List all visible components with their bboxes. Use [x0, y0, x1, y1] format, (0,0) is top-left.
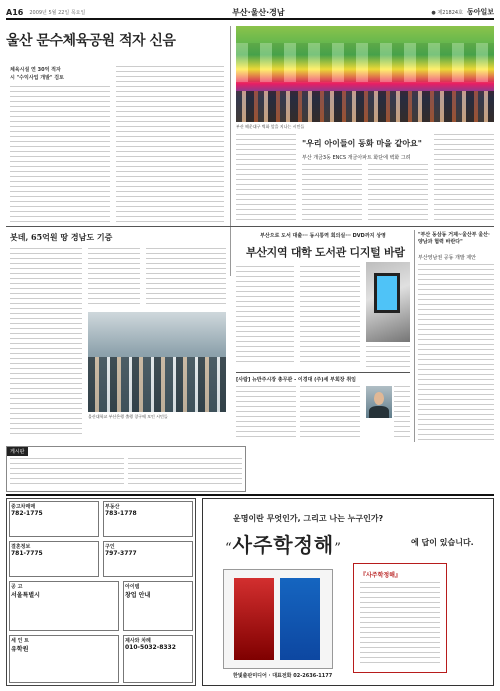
issue-number: ● 제21824호: [431, 9, 463, 16]
right-story-subheadline: 부산영남권 공동 개발 제안: [418, 255, 476, 261]
page-number: A16: [6, 7, 24, 17]
classified-ad[interactable]: 결혼정보 781-7775: [9, 541, 99, 577]
notice-body-col1: [10, 458, 124, 488]
lead-subtitle: [10, 66, 110, 82]
classified-ad[interactable]: 아이템 창업 안내: [123, 581, 193, 631]
left-story-headline: 봇데, 65억원 땅 경남도 기증: [10, 232, 113, 242]
ad-tagline: 운명이란 무엇인가, 그리고 나는 누구인가?: [233, 514, 384, 523]
lead-body-col2: [116, 66, 224, 222]
classified-ad[interactable]: 부동산 783-1778: [103, 501, 193, 537]
lead-headline: 울산 문수체육공원 적자 신음: [6, 33, 176, 49]
lead-body-col1: [10, 86, 110, 222]
page-date: 2009년 5월 22일 목요일: [29, 9, 86, 16]
mural-photo: [236, 26, 494, 122]
classified-ad[interactable]: 세 인 트 유학원: [9, 635, 119, 683]
column-divider: [230, 26, 231, 276]
laptop-photo: [366, 262, 410, 342]
station-photo-caption: 울산대학교 부산은행 출행 창구에 모인 시민들: [88, 414, 168, 419]
right-story-body: [418, 264, 494, 440]
ad-description-box: [353, 563, 447, 673]
classified-ad[interactable]: 제사와 차례 010-5032-8332: [123, 635, 193, 683]
story3-body-col2: [300, 266, 360, 366]
story3-body-col3: [366, 346, 410, 368]
classified-ad[interactable]: 공 고 서울특별시: [9, 581, 119, 631]
left-story-body-col2: [88, 248, 140, 308]
interview-body-col3: [394, 386, 410, 440]
left-story-body-col3: [146, 248, 226, 308]
lead-subtitle-1: 체육시설 연 30억 적자: [10, 67, 61, 73]
notice-title: 게시판: [7, 447, 28, 456]
right-column-divider: [414, 230, 415, 442]
story-rule: [236, 372, 410, 373]
interview-headline: [사람] 뉴반주시장 총무관 - 이경대 (주)세 부회장 취임: [236, 377, 357, 383]
ad-box-body: [360, 582, 440, 666]
interview-body-col1: [236, 386, 296, 440]
interview-body-col2: [300, 386, 360, 440]
book-advertisement[interactable]: [202, 498, 494, 686]
classified-ad[interactable]: 중고차매매 782-1775: [9, 501, 99, 537]
ad-title-suffix: 에 답이 있습니다.: [411, 538, 474, 547]
station-photo: [88, 312, 226, 412]
story2-body-col1: [236, 134, 296, 224]
newspaper-logo: 동아일보: [466, 8, 494, 16]
ad-rule: [6, 494, 494, 496]
interview-portrait: [366, 386, 392, 418]
section-title: 부산·울산·경남: [232, 7, 285, 17]
story3-body-col1: [236, 266, 294, 366]
mural-photo-caption: 부산 해운대구 벽화 앞을 지나는 시민들: [236, 124, 305, 129]
left-story-body-col1: [10, 248, 82, 438]
story2-headline: "우리 아이들이 동화 마을 같아요": [302, 138, 422, 148]
story3-headline: 부산지역 대학 도서관 디지털 바람: [246, 246, 405, 259]
ad-box-title: 『사주학정해』: [360, 572, 401, 579]
story2-body-col2: [302, 164, 362, 224]
classifieds-grid: [6, 498, 196, 686]
story3-kicker: 부산으로 도서 대출··· 동시통역 회의실··· DVD까지 상영: [260, 233, 386, 239]
story2-body-col3: [368, 164, 428, 224]
ad-footer: 한빛출판미디어 · 대표전화 02-2636-1177: [233, 673, 333, 679]
classified-ad[interactable]: 구인 797-3777: [103, 541, 193, 577]
story2-body-col4: [434, 134, 494, 224]
ad-title: “사주학정해”: [225, 533, 342, 557]
book-cover-image: [223, 569, 333, 669]
story2-subheadline: 부산 개금3동 ENCS 개금아파트 화단에 벽화 그려: [302, 155, 411, 161]
notice-body-col2: [128, 458, 242, 488]
section-rule: [6, 226, 494, 227]
right-story-headline: "부산 동삼동 거제~울산부 울산·양남과 협력 바란다": [418, 232, 490, 245]
lead-subtitle-2: 시 "수익사업 개발" 검토: [10, 75, 64, 81]
page-header: [6, 6, 494, 20]
